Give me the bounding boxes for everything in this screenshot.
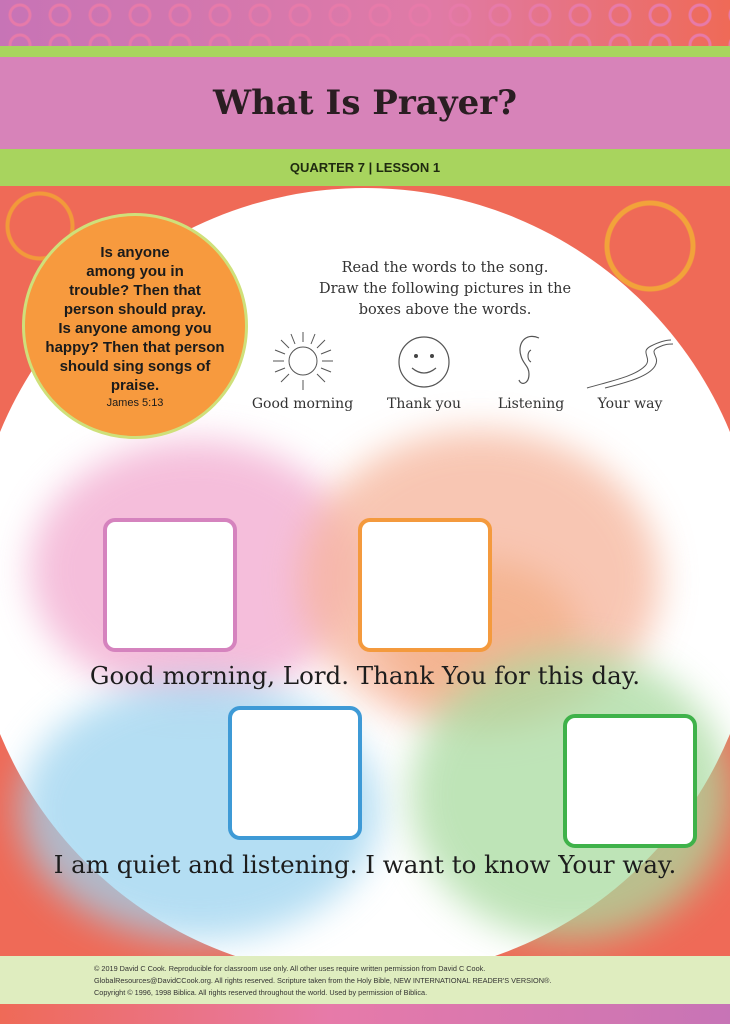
sun-icon [263, 330, 343, 392]
path-icon [585, 330, 675, 392]
lesson-subtitle: QUARTER 7 | LESSON 1 [289, 160, 441, 175]
drawing-box-thank-you[interactable] [358, 518, 492, 652]
top-pattern-band [0, 0, 730, 46]
footer-line: Copyright © 1996, 1998 Biblica. All rights reserved throughout the world. Used by permission of Biblica. [94, 988, 428, 997]
legend-item-good-morning [240, 330, 365, 412]
title-band [0, 57, 730, 149]
verse-reference: James 5:13 [106, 397, 164, 409]
legend-item-listening [486, 330, 576, 412]
bottom-pattern-band [0, 1004, 730, 1024]
legend-label: Good morning [251, 396, 354, 412]
drawing-box-listening[interactable] [228, 706, 362, 840]
drawing-box-good-morning[interactable] [103, 518, 237, 652]
instructions-text: Read the words to the song. Draw the following pictures in the boxes above the words. [318, 260, 572, 318]
song-line-1: Good morning, Lord. Thank You for this day. [89, 661, 641, 690]
legend-item-thank-you [376, 330, 472, 412]
smiley-face-icon [393, 330, 455, 392]
drawing-box-your-way[interactable] [563, 714, 697, 848]
song-line-2: I am quiet and listening. I want to know Your way. [53, 850, 677, 879]
copyright-footer [0, 956, 730, 1004]
legend-label: Your way [597, 396, 663, 412]
verse-circle [22, 213, 248, 439]
lesson-band [0, 149, 730, 186]
legend-label: Listening [497, 396, 565, 412]
ear-icon [511, 330, 551, 392]
top-green-strip [0, 46, 730, 57]
footer-line: GlobalResources@DavidCCook.org. All rights reserved. Scripture taken from the Holy Bible, NEW INTERNATIONAL READER'S VERSION®. [94, 976, 552, 985]
page-title: What Is Prayer? [212, 83, 518, 123]
legend-label: Thank you [386, 396, 461, 412]
verse-text: Is anyone among you in trouble? Then that person should pray. Is anyone among you happy? Then that person should sing songs of praise. [45, 244, 225, 394]
legend-item-your-way [580, 330, 680, 412]
footer-line: © 2019 David C Cook. Reproducible for classroom use only. All other uses require written permission from David C Cook. [94, 964, 486, 973]
icon-legend [240, 330, 680, 430]
